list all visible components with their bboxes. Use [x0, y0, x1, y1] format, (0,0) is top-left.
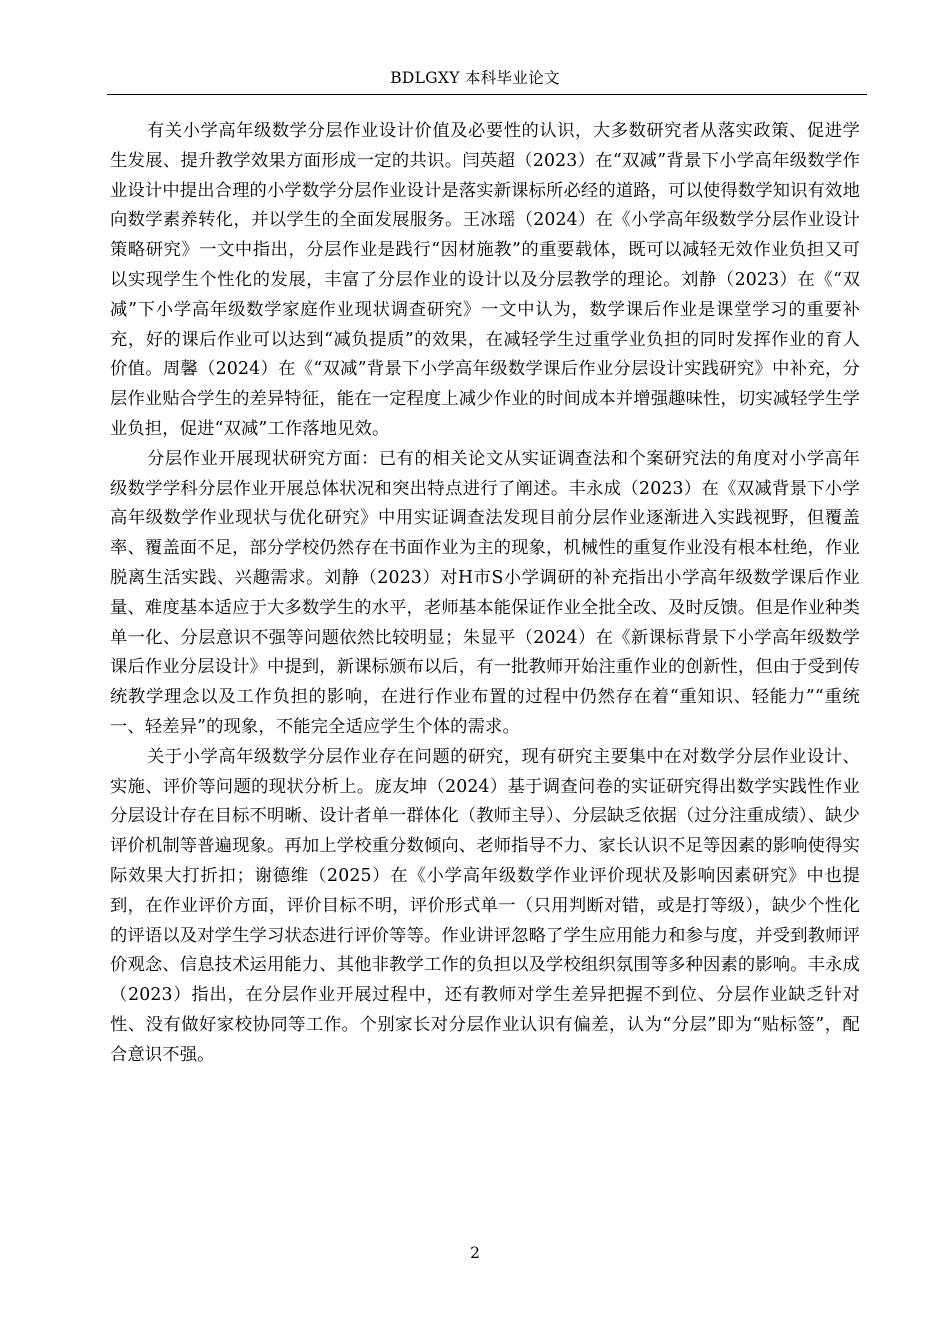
header-divider: [107, 94, 867, 95]
paragraph-2: 分层作业开展现状研究方面：已有的相关论文从实证调查法和个案研究法的角度对小学高年级数学学科分层作业开展总体状况和突出特点进行了阐述。丰永成（2023）在《双减背景下小学高年级数学作业现状与优化研究》中用实证调查法发现目前分层作业逐渐进入实践视野，但覆盖率、覆盖面不足，部分学校仍然存在书面作业为主的现象，机械性的重复作业没有根本杜绝，作业脱离生活实践、兴趣需求。刘静（2023）对H市S小学调研的补充指出小学高年级数学课后作业量、难度基本适应于大多数学生的水平，老师基本能保证作业全批全改、及时反馈。但是作业种类单一化、分层意识不强等问题依然比较明显；朱显平（2024）在《新课标背景下小学高年级数学课后作业分层设计》中提到，新课标颁布以后，有一批教师开始注重作业的创新性，但由于受到传统教学理念以及工作负担的影响，在进行作业布置的过程中仍然存在着“重知识、轻能力”“重统一、轻差异”的现象，不能完全适应学生个体的需求。: [110, 448, 860, 737]
page-number: 2: [470, 1244, 480, 1262]
header-title: BDLGXY 本科毕业论文: [390, 69, 560, 87]
body-text: [110, 117, 860, 1071]
paragraph-3: 关于小学高年级数学分层作业存在问题的研究，现有研究主要集中在对数学分层作业设计、实施、评价等问题的现状分析上。庞友坤（2024）基于调查问卷的实证研究得出数学实践性作业分层设计存在目标不明晰、设计者单一群体化（教师主导）、分层缺乏依据（过分注重成绩）、缺少评价机制等普遍现象。再加上学校重分数倾向、老师指导不力、家长认识不足等因素的影响使得实际效果大打折扣；谢德维（2025）在《小学高年级数学作业评价现状及影响因素研究》中也提到，在作业评价方面，评价目标不明，评价形式单一（只用判断对错，或是打等级），缺少个性化的评语以及对学生学习状态进行评价等等。作业讲评忽略了学生应用能力和参与度，并受到教师评价观念、信息技术运用能力、其他非教学工作的负担以及学校组织氛围等多种因素的影响。丰永成（2023）指出，在分层作业开展过程中，还有教师对学生差异把握不到位、分层作业缺乏针对性、没有做好家校协同等工作。个别家长对分层作业认识有偏差，认为“分层”即为“贴标签”，配合意识不强。: [110, 746, 860, 1065]
paragraph-1: 有关小学高年级数学分层作业设计价值及必要性的认识，大多数研究者从落实政策、促进学生发展、提升教学效果方面形成一定的共识。闫英超（2023）在“双减”背景下小学高年级数学作业设计中提出合理的小学数学分层作业设计是落实新课标所必经的道路，可以使得数学知识有效地向数学素养转化，并以学生的全面发展服务。王冰瑶（2024）在《小学高年级数学分层作业设计策略研究》一文中指出，分层作业是践行“因材施教”的重要载体，既可以减轻无效作业负担又可以实现学生个性化的发展，丰富了分层作业的设计以及分层教学的理论。刘静（2023）在《“双减”下小学高年级数学家庭作业现状调查研究》一文中认为，数学课后作业是课堂学习的重要补充，好的课后作业可以达到“减负提质”的效果，在减轻学生过重学业负担的同时发挥作业的育人价值。周馨（2024）在《“双减”背景下小学高年级数学课后作业分层设计实践研究》中补充，分层作业贴合学生的差异特征，能在一定程度上减少作业的时间成本并增强趣味性，切实减轻学生学业负担，促进“双减”工作落地见效。: [110, 121, 860, 439]
